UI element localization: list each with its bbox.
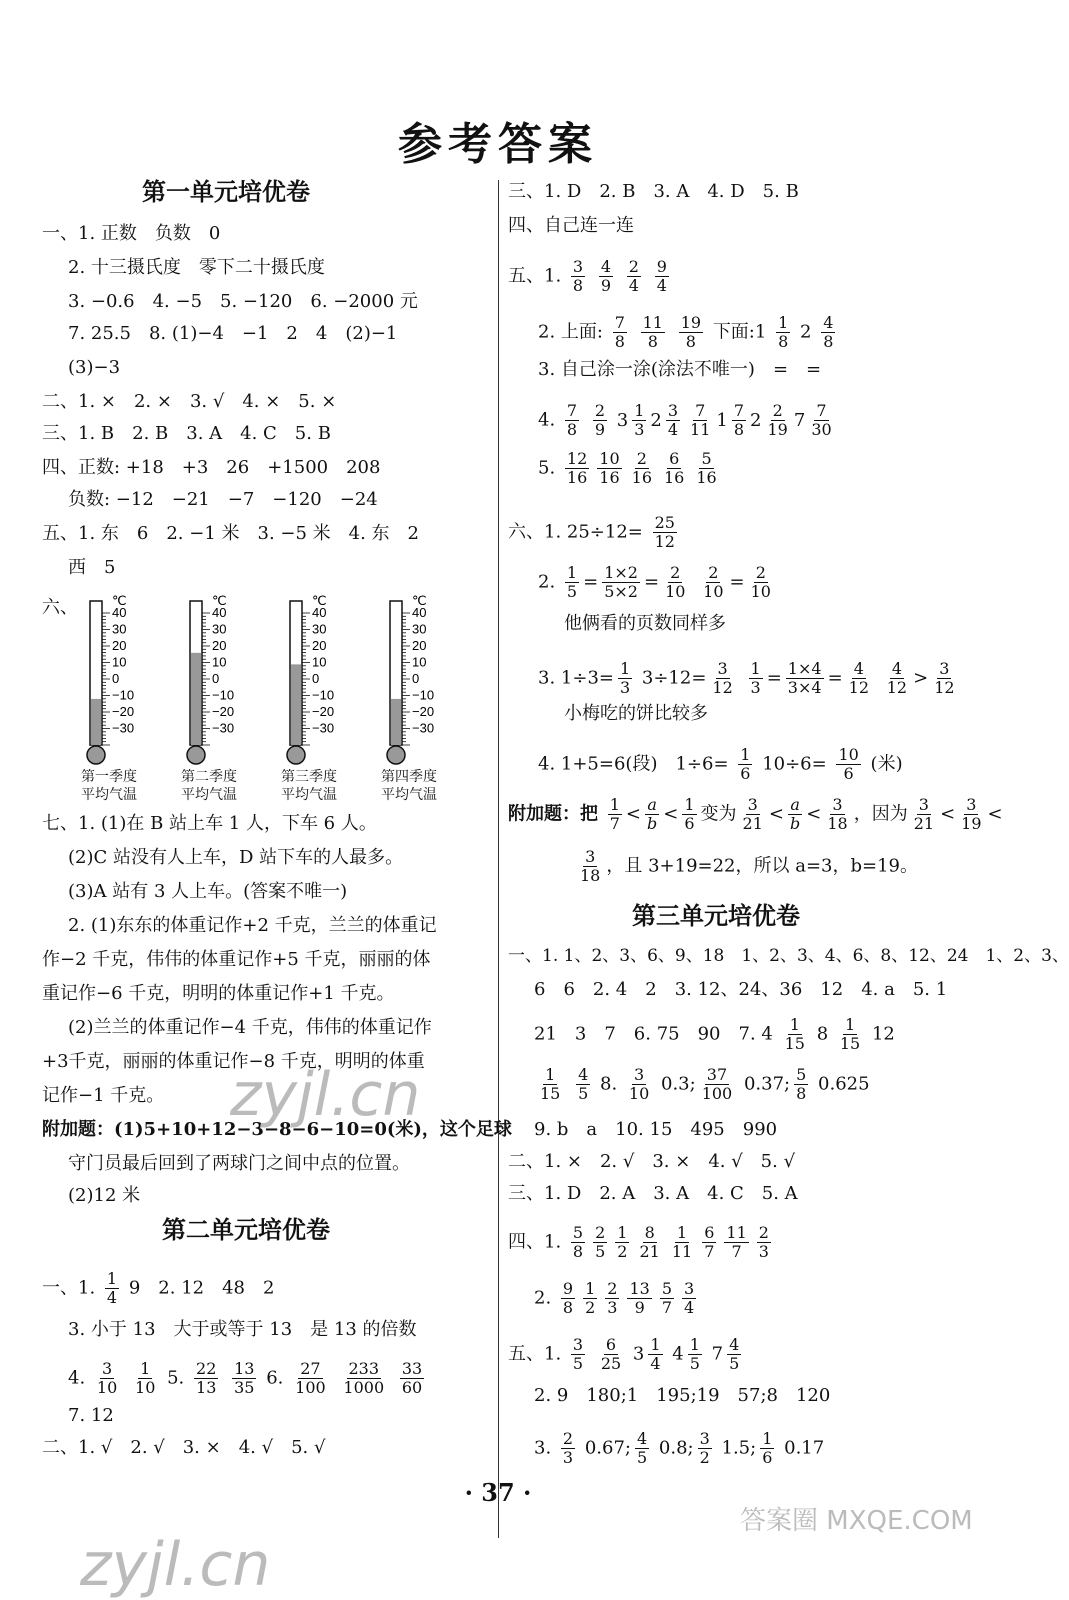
scale-label: −10	[212, 687, 235, 703]
scale-label: 10	[112, 654, 127, 670]
u2-line2: 3. 小于 13 大于或等于 13 是 13 的倍数	[68, 1319, 417, 1340]
scale-label: −30	[312, 720, 335, 736]
mixed-number: 1 $\frac{7}{8}$	[716, 401, 745, 439]
fraction: $\frac{6}{7}$	[704, 1223, 715, 1261]
fraction: $\frac{12}{16}$	[566, 449, 588, 487]
mixed-number: 2 $\frac{3}{4}$	[650, 401, 679, 439]
u1-line2: 守门员最后回到了两球门之间中点的位置。	[68, 1153, 410, 1174]
u1-line: 西 5	[68, 557, 116, 578]
r-line13: $\frac{3}{18}$ ，且 3+19=22，所以 a=3，b=19。	[580, 847, 919, 885]
u3-line1: 一、1. 1、2、3、6、9、18 1、2、3、4、6、8、12、24 1、2、3、	[508, 946, 1069, 966]
u1-line2: 七、1. (1)在 B 站上车 1 人，下车 6 人。	[42, 813, 377, 834]
r-line3: 五、1. $\frac{3}{8}$ $\frac{4}{9}$ $\frac{2}{4}$ $\frac{9}{4}$	[508, 257, 667, 295]
scale-label: 20	[312, 638, 327, 653]
r-line8: 六、1. 25÷12= $\frac{25}{12}$	[508, 513, 675, 551]
u1-line2: 附加题：(1)5+10+12−3−8−6−10=0(米)，这个足球	[42, 1119, 512, 1140]
fraction: $\frac{1}{2}$	[585, 1279, 596, 1317]
r-line7: 5. $\frac{12}{16}$ $\frac{10}{16}$ $\frac{2}{16}$ $\frac{6}{16}$ $\frac{5}{16}$	[538, 449, 717, 487]
scale-label: 20	[412, 638, 427, 653]
scale-label: −30	[212, 720, 235, 736]
unit1-heading: 第一单元培优卷	[142, 177, 310, 206]
u3-line9: 2. $\frac{9}{8}$ $\frac{1}{2}$ $\frac{2}{3}$ $\frac{13}{9}$ $\frac{5}{7}$ $\frac{3}{4}$	[534, 1279, 695, 1317]
u2-line4: 7. 12	[68, 1405, 114, 1426]
u3-line8: 四、1. $\frac{5}{8}$ $\frac{2}{5}$ $\frac{1}{2}$ $\frac{8}{21}$ $\frac{1}{11}$ $\frac{6}{7}$ $\frac{11}{7}$ $\frac{2}{3}$	[508, 1223, 769, 1261]
u3-line10: 五、1. $\frac{3}{5}$ $\frac{6}{25}$ 3 $\frac{1}{4}$ 4 $\frac{1}{5}$ 7 $\frac{4}{5}$	[508, 1335, 740, 1373]
u2-line5: 二、1. √ 2. √ 3. × 4. √ 5. √	[42, 1437, 326, 1458]
scale-label: 30	[212, 621, 227, 637]
scale-label: ℃	[312, 593, 327, 608]
u1-line2: (2)C 站没有人上车，D 站下车的人最多。	[68, 847, 404, 868]
u1-line: 二、1. × 2. × 3. √ 4. × 5. ×	[42, 391, 337, 412]
fraction: $\frac{2}{3}$	[758, 1223, 769, 1261]
u1-line: 五、1. 东 6 2. −1 米 3. −5 米 4. 东 2	[42, 523, 419, 544]
fraction: $\frac{2}{16}$	[631, 449, 652, 487]
u1-line2: (3)A 站有 3 人上车。(答案不唯一)	[68, 881, 348, 902]
r-line1: 三、1. D 2. B 3. A 4. D 5. B	[508, 181, 799, 202]
scale-label: ℃	[112, 593, 127, 608]
scale-label: 0	[212, 671, 220, 686]
thermometer-caption: 第四季度 平均气温	[381, 769, 437, 803]
mercury-fill	[191, 653, 201, 745]
u1-line: 3. −0.6 4. −5 5. −120 6. −2000 元	[68, 291, 418, 312]
mixed-number: 7 $\frac{7}{30}$	[793, 401, 832, 439]
u3-line6: 二、1. × 2. √ 3. × 4. √ 5. √	[508, 1151, 796, 1172]
u2-line3: 4. $\frac{3}{10}$ $\frac{1}{10}$ 5. $\frac{22}{13}$ $\frac{13}{35}$ 6. $\frac{27}{100}$ $\frac{233}{1000}$ $\frac{33}{60}$	[68, 1359, 423, 1397]
u1-line: 2. 十三摄氏度 零下二十摄氏度	[68, 257, 325, 278]
fraction: $\frac{13}{9}$	[629, 1279, 650, 1317]
watermark: zyjl.cn	[230, 1060, 421, 1130]
u1-line: 一、1. 正数 负数 0	[42, 223, 221, 244]
fraction: $\frac{2}{3}$	[607, 1279, 618, 1317]
r-line11: 4. 1+5=6(段) 1÷6= $\frac{1}{6}$ 10÷6= $\frac{10}{6}$ (米)	[538, 745, 903, 783]
watermark-logo: 答案圈 MXQE.COM	[740, 1506, 973, 1536]
scale-label: 30	[112, 621, 127, 637]
unit2-heading: 第二单元培优卷	[162, 1215, 330, 1244]
fraction: $\frac{6}{16}$	[664, 449, 685, 487]
r-line10t: 小梅吃的饼比较多	[564, 703, 708, 724]
scale-label: −20	[412, 704, 435, 719]
u1-line2: 记作−1 千克。	[42, 1085, 165, 1106]
fraction: $\frac{11}{7}$	[726, 1223, 747, 1261]
r-line9t: 他俩看的页数同样多	[564, 613, 726, 634]
u3-line11: 2. 9 180;1 195;19 57;8 120	[534, 1385, 831, 1406]
thermometer-caption: 第一季度 平均气温	[81, 769, 137, 803]
thermometer	[378, 595, 470, 770]
scale-label: −10	[112, 687, 135, 703]
u2-line1: 一、1. $\frac{1}{4}$ 9 2. 12 48 2	[42, 1269, 275, 1307]
scale-label: 30	[312, 621, 327, 637]
scale-label: 40	[312, 605, 327, 620]
u3-line2: 6 6 2. 4 2 3. 12、24、36 12 4. a 5. 1	[534, 979, 948, 1000]
fraction: $\frac{10}{16}$	[599, 449, 620, 487]
fraction: $\frac{1}{11}$	[671, 1223, 693, 1261]
scale-label: 30	[412, 621, 427, 637]
u3-line4: $\frac{1}{15}$ $\frac{4}{5}$ 8. $\frac{3}{10}$ 0.3; $\frac{37}{100}$ 0.37; $\frac{5}{8}$ 0.625	[540, 1065, 870, 1103]
fraction: $\frac{2}{5}$	[595, 1223, 606, 1261]
fraction: $\frac{1}{2}$	[617, 1223, 628, 1261]
thermometer	[178, 595, 270, 770]
six-label: 六、	[42, 597, 78, 618]
u1-line2: +3千克，丽丽的体重记作−8 千克，明明的体重	[42, 1051, 425, 1072]
scale-label: 20	[212, 638, 227, 653]
page-title: 参考答案	[398, 119, 598, 170]
u3-line5: 9. b a 10. 15 495 990	[534, 1119, 778, 1140]
scale-label: −20	[312, 704, 335, 719]
column-divider	[498, 180, 499, 1538]
u1-line2: 重记作−6 千克，明明的体重记作+1 千克。	[42, 983, 395, 1004]
mercury-fill	[91, 699, 101, 745]
mixed-number: 2 $\frac{2}{19}$	[750, 401, 788, 439]
unit3-heading: 第三单元培优卷	[632, 901, 800, 930]
thermometer-caption: 第三季度 平均气温	[281, 769, 337, 803]
scale-label: −10	[312, 687, 335, 703]
r-line12: 附加题：把 $\frac{1}{7}$ < $\frac{a}{b}$ < $\frac{1}{6}$ 变为 $\frac{3}{21}$ < $\frac{a}{b}$ < $\frac{3}{18}$ ，因为 $\frac{3}{21}$ < $\frac{3}{19}$ <	[508, 795, 1003, 833]
scale-label: −30	[112, 720, 135, 736]
scale-label: 20	[112, 638, 127, 653]
mixed-number: $\frac{7}{11}$	[690, 401, 711, 439]
r-line6: 4. $\frac{7}{8}$ $\frac{2}{9}$ 3 $\frac{1}{3}$ 2 $\frac{3}{4}$ $\frac{7}{11}$ 1 $\frac{7}{8}$ 2 $\frac{2}{19}$ 7 $\frac{7}{30}$	[538, 402, 838, 439]
scale-label: −20	[212, 704, 235, 719]
scale-label: −30	[412, 720, 435, 736]
scale-label: 10	[412, 654, 427, 670]
u1-line: (3)−3	[68, 357, 121, 378]
scale-label: 40	[112, 605, 127, 620]
thermometer	[78, 595, 170, 770]
r-line2: 四、自己连一连	[508, 215, 634, 236]
scale-label: 0	[412, 671, 420, 686]
scale-label: 10	[212, 654, 227, 670]
scale-label: 10	[312, 654, 327, 670]
fraction: $\frac{5}{8}$	[572, 1223, 584, 1261]
u1-line2: 作−2 千克，伟伟的体重记作+5 千克，丽丽的体	[42, 949, 431, 970]
watermark-bottom: zyjl.cn	[80, 1530, 271, 1600]
scale-label: 0	[112, 671, 120, 686]
u1-line: 7. 25.5 8. (1)−4 −1 2 4 (2)−1	[68, 323, 398, 344]
scale-label: 0	[312, 671, 320, 686]
scale-label: −10	[412, 687, 435, 703]
scale-label: ℃	[212, 593, 227, 608]
u1-line: 三、1. B 2. B 3. A 4. C 5. B	[42, 423, 331, 444]
fraction: $\frac{8}{21}$	[639, 1223, 660, 1261]
u1-line: 四、正数: +18 +3 26 +1500 208	[42, 457, 381, 478]
u1-line2: (2)12 米	[68, 1185, 141, 1206]
u1-line2: (2)兰兰的体重记作−4 千克，伟伟的体重记作	[68, 1017, 432, 1038]
mercury-fill	[291, 664, 301, 745]
fraction: $\frac{3}{4}$	[684, 1279, 695, 1317]
fraction: $\frac{5}{16}$	[696, 449, 717, 487]
r-line5: 3. 自己涂一涂(涂法不唯一) = =	[538, 359, 822, 380]
mercury-fill	[391, 699, 401, 745]
r-line10: 3. 1÷3= $\frac{1}{3}$ 3÷12= $\frac{3}{12}$ $\frac{1}{3}$ = $\frac{1\times 4}{3\times 4}$ = $\frac{4}{12}$ $\frac{4}{12}$ > $\frac{3}{12}$	[538, 659, 955, 697]
scale-label: ℃	[412, 593, 427, 608]
fraction: $\frac{9}{8}$	[562, 1279, 574, 1317]
scale-label: −20	[112, 704, 135, 719]
scale-label: 40	[212, 605, 227, 620]
fraction: $\frac{1}{4}$	[106, 1269, 118, 1307]
fraction: $\frac{5}{7}$	[661, 1279, 673, 1317]
u3-line7: 三、1. D 2. A 3. A 4. C 5. A	[508, 1183, 798, 1204]
thermometer	[278, 595, 370, 770]
u3-line12: 3. $\frac{2}{3}$ 0.67; $\frac{4}{5}$ 0.8; $\frac{3}{2}$ 1.5; $\frac{1}{6}$ 0.17	[534, 1429, 825, 1467]
u3-line3: 21 3 7 6. 75 90 7. 4 $\frac{1}{15}$ 8 $\frac{1}{15}$ 12	[534, 1015, 895, 1053]
r-line9: 2. $\frac{1}{5}$ = $\frac{1\times 2}{5\times 2}$ = $\frac{2}{10}$ $\frac{2}{10}$ = $\frac{2}{10}$	[538, 563, 771, 601]
u1-line: 负数: −12 −21 −7 −120 −24	[68, 489, 378, 510]
u1-line2: 2. (1)东东的体重记作+2 千克，兰兰的体重记	[68, 915, 437, 936]
scale-label: 40	[412, 605, 427, 620]
r-line4: 2. 上面: $\frac{7}{8}$ $\frac{11}{8}$ $\frac{19}{8}$ 下面:1 $\frac{1}{8}$ 2 $\frac{4}{8}$	[538, 313, 834, 351]
page-number: · 37 ·	[464, 1478, 532, 1507]
thermometer-caption: 第二季度 平均气温	[181, 769, 237, 803]
mixed-number: 3 $\frac{1}{3}$	[616, 401, 645, 439]
